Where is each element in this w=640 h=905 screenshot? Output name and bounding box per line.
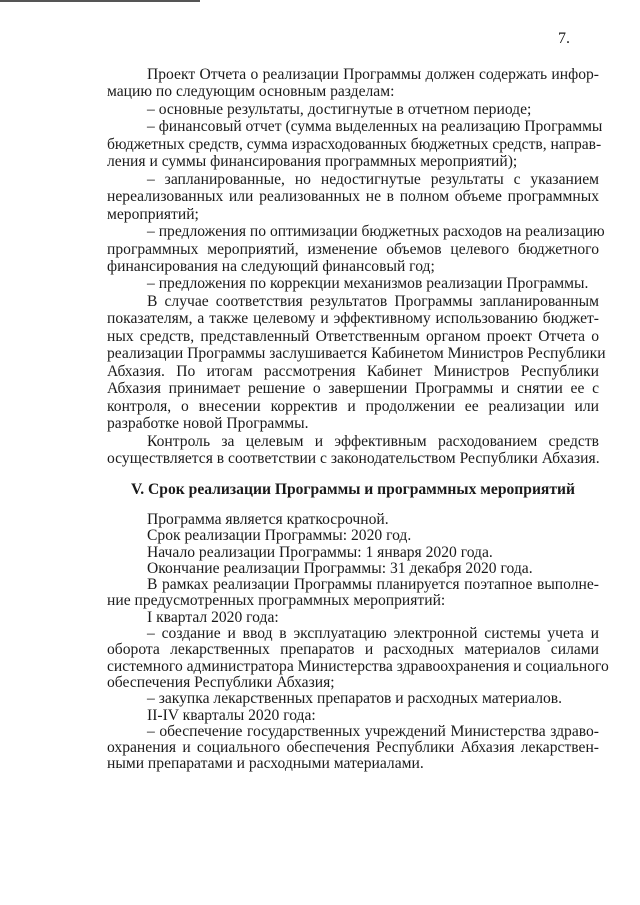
text-line: Программа является краткосрочной. xyxy=(147,511,389,528)
text-line: ние предусмотренных программных мероприятий: xyxy=(107,592,446,610)
text-line: Начало реализации Программы: 1 января 2020 года. xyxy=(147,543,493,561)
text-line: – закупка лекарственных препаратов и расходных материалов. xyxy=(147,690,563,708)
text-line: Проект Отчета о реализации Программы должен содержать инфор- xyxy=(147,66,599,83)
text-line: ными препаратами и расходными материалами. xyxy=(107,755,424,773)
paragraph xyxy=(107,691,599,707)
text-line: Абхазия. По итогам рассмотрения Кабинет Министров Республики xyxy=(107,362,599,380)
paragraph xyxy=(107,66,599,101)
text-line: ления и суммы финансирования программных мероприятий); xyxy=(107,153,518,171)
text-line: нереализованных или реализованных не в полном объеме программных xyxy=(107,188,599,206)
text-line: разработке новой Программы. xyxy=(107,415,309,433)
text-line: Окончание реализации Программы: 31 декабря 2020 года. xyxy=(147,559,533,577)
text-line: II-IV кварталы 2020 года: xyxy=(147,706,316,724)
paragraph xyxy=(107,545,599,561)
text-line: обеспечения Республики Абхазия; xyxy=(107,673,335,691)
text-line: ных средств, представленный Ответственным органом проект Отчета о xyxy=(107,327,599,345)
paragraph xyxy=(107,708,599,724)
text-line: – предложения по коррекции механизмов реализации Программы. xyxy=(147,275,589,293)
text-line: Абхазия принимает решение о завершении Программы и снятии ее с xyxy=(107,380,599,398)
text-line: Срок реализации Программы: 2020 год. xyxy=(147,527,412,545)
paragraph xyxy=(107,610,599,626)
text-line: охранения и социального обеспечения Республики Абхазия лекарствен- xyxy=(107,739,599,757)
paragraph xyxy=(107,528,599,544)
paragraph xyxy=(107,433,599,468)
text-line: – запланированные, но недостигнутые результаты с указанием xyxy=(147,170,599,188)
page-number: 7. xyxy=(558,30,570,47)
text-line: В рамках реализации Программы планируется поэтапное выполне- xyxy=(147,576,599,594)
paragraph xyxy=(107,724,599,773)
text-line: контроля, о внесении корректив и продолжении ее реализации или xyxy=(107,397,599,415)
text-line: – обеспечение государственных учреждений Министерства здраво- xyxy=(147,722,599,740)
section-reporting xyxy=(107,66,606,467)
paragraph xyxy=(107,118,603,171)
text-line: – создание и ввод в эксплуатацию электронной системы учета и xyxy=(147,625,599,643)
paragraph xyxy=(107,101,599,118)
text-line: бюджетных средств, сумма израсходованных бюджетных средств, направ- xyxy=(107,135,602,153)
paragraph xyxy=(107,223,605,275)
paragraph xyxy=(107,171,599,223)
text-line: финансирования на следующий финансовый год; xyxy=(107,257,435,275)
section-timeline xyxy=(107,511,609,773)
text-line: системного администратора Министерства здравоохранения и социального xyxy=(107,657,609,675)
text-line: программных мероприятий, изменение объемов целевого бюджетного xyxy=(107,240,599,258)
text-line: I квартал 2020 года: xyxy=(147,608,279,626)
paragraph xyxy=(107,275,599,292)
text-line: осуществляется в соответствии с законодательством Республики Абхазия. xyxy=(107,449,600,467)
paragraph xyxy=(107,577,599,610)
text-line: мацию по следующим основным разделам: xyxy=(107,83,395,101)
text-line: оборота лекарственных препаратов и расходных материалов силами xyxy=(107,641,599,659)
paragraph xyxy=(107,292,606,433)
text-line: мероприятий; xyxy=(107,205,199,223)
scan-edge xyxy=(0,0,200,2)
paragraph xyxy=(107,512,599,528)
text-line: – предложения по оптимизации бюджетных расходов на реализацию xyxy=(147,223,605,241)
text-line: В случае соответствия результатов Программы запланированным xyxy=(147,292,599,310)
paragraph xyxy=(107,561,599,577)
paragraph xyxy=(107,625,609,691)
section-heading: V. Срок реализации Программы и программных мероприятий xyxy=(130,481,575,498)
text-line: – финансовый отчет (сумма выделенных на реализацию Программы xyxy=(147,118,603,136)
text-line: Контроль за целевым и эффективным расходованием средств xyxy=(147,432,599,450)
text-line: показателям, а также целевому и эффективному использованию бюджет- xyxy=(107,310,599,328)
text-line: – основные результаты, достигнутые в отчетном периоде; xyxy=(147,100,532,118)
text-line: реализации Программы заслушивается Кабинетом Министров Республики xyxy=(107,345,606,363)
